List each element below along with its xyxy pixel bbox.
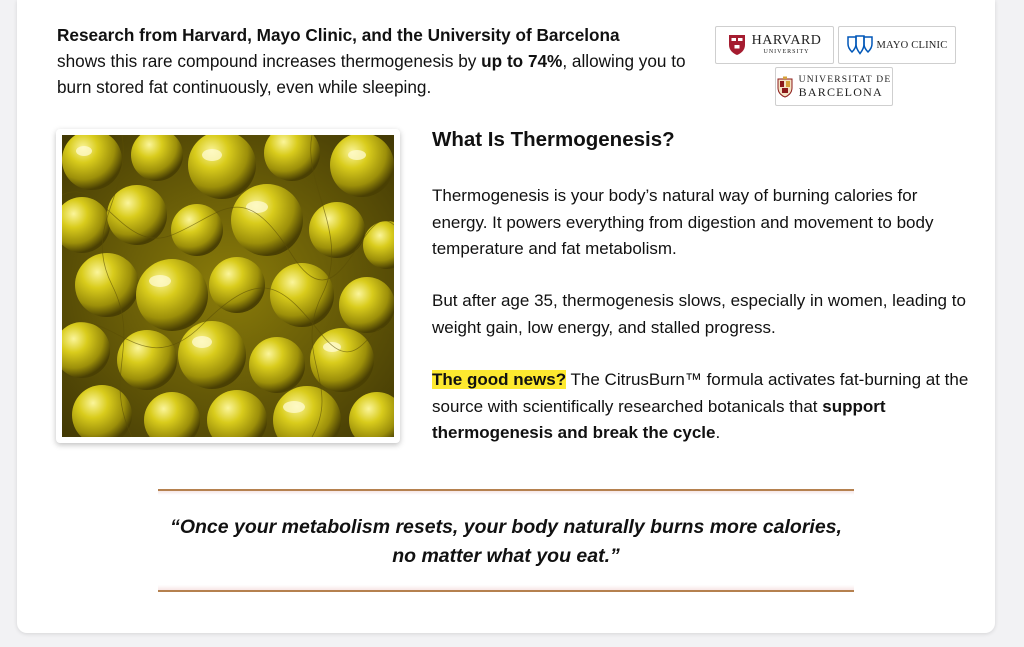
harvard-sub: UNIVERSITY	[763, 49, 810, 55]
quote-top-divider	[158, 489, 854, 491]
intro-lead: Research from Harvard, Mayo Clinic, and the University of Barcelona	[57, 25, 620, 45]
harvard-logo	[715, 26, 834, 64]
pull-quote	[158, 513, 854, 571]
good-news-highlight: The good news?	[432, 370, 567, 389]
harvard-name: HARVARD	[751, 33, 822, 48]
section-title: What Is Thermogenesis?	[432, 128, 675, 151]
yellow-compound-macro-image	[62, 135, 394, 437]
quote-bottom-divider	[158, 590, 854, 592]
intro-text-b: , allowing you to burn stored fat continuously, even while sleeping.	[57, 51, 686, 97]
quote-line-2: no matter what you eat.”	[392, 545, 620, 567]
harvard-shield-icon	[728, 34, 746, 56]
good-news-end: .	[715, 423, 721, 442]
paragraph-age: But after age 35, thermogenesis slows, especially in women, leading to weight gain, low energy, and stalled progress.	[432, 291, 966, 337]
mayo-shields-icon	[847, 35, 873, 55]
quote-line-1: “Once your metabolism resets, your body naturally burns more calories,	[170, 516, 842, 538]
mayo-clinic-logo	[838, 26, 956, 64]
mayo-name: MAYO CLINIC	[876, 39, 948, 51]
good-news-bold: support thermogenesis and break the cycle	[432, 396, 886, 442]
ub-line2: BARCELONA	[798, 84, 883, 99]
good-news-text: The CitrusBurn™ formula activates fat-burning at the source with scientifically researched botanicals that	[432, 370, 969, 416]
paragraph-definition: Thermogenesis is your body’s natural way of burning calories for energy. It powers everything from digestion and movement to body temperature and fat metabolism.	[432, 186, 934, 258]
ub-crest-icon	[777, 76, 793, 98]
compound-image-frame	[56, 129, 400, 443]
intro-stat: up to 74%	[481, 51, 563, 71]
intro-text-a: shows this rare compound increases thermogenesis by	[57, 51, 482, 71]
ub-line1: UNIVERSITAT DE	[798, 74, 892, 85]
paragraph-good-news	[432, 367, 972, 447]
intro-paragraph	[57, 22, 697, 100]
barcelona-logo	[775, 67, 893, 106]
